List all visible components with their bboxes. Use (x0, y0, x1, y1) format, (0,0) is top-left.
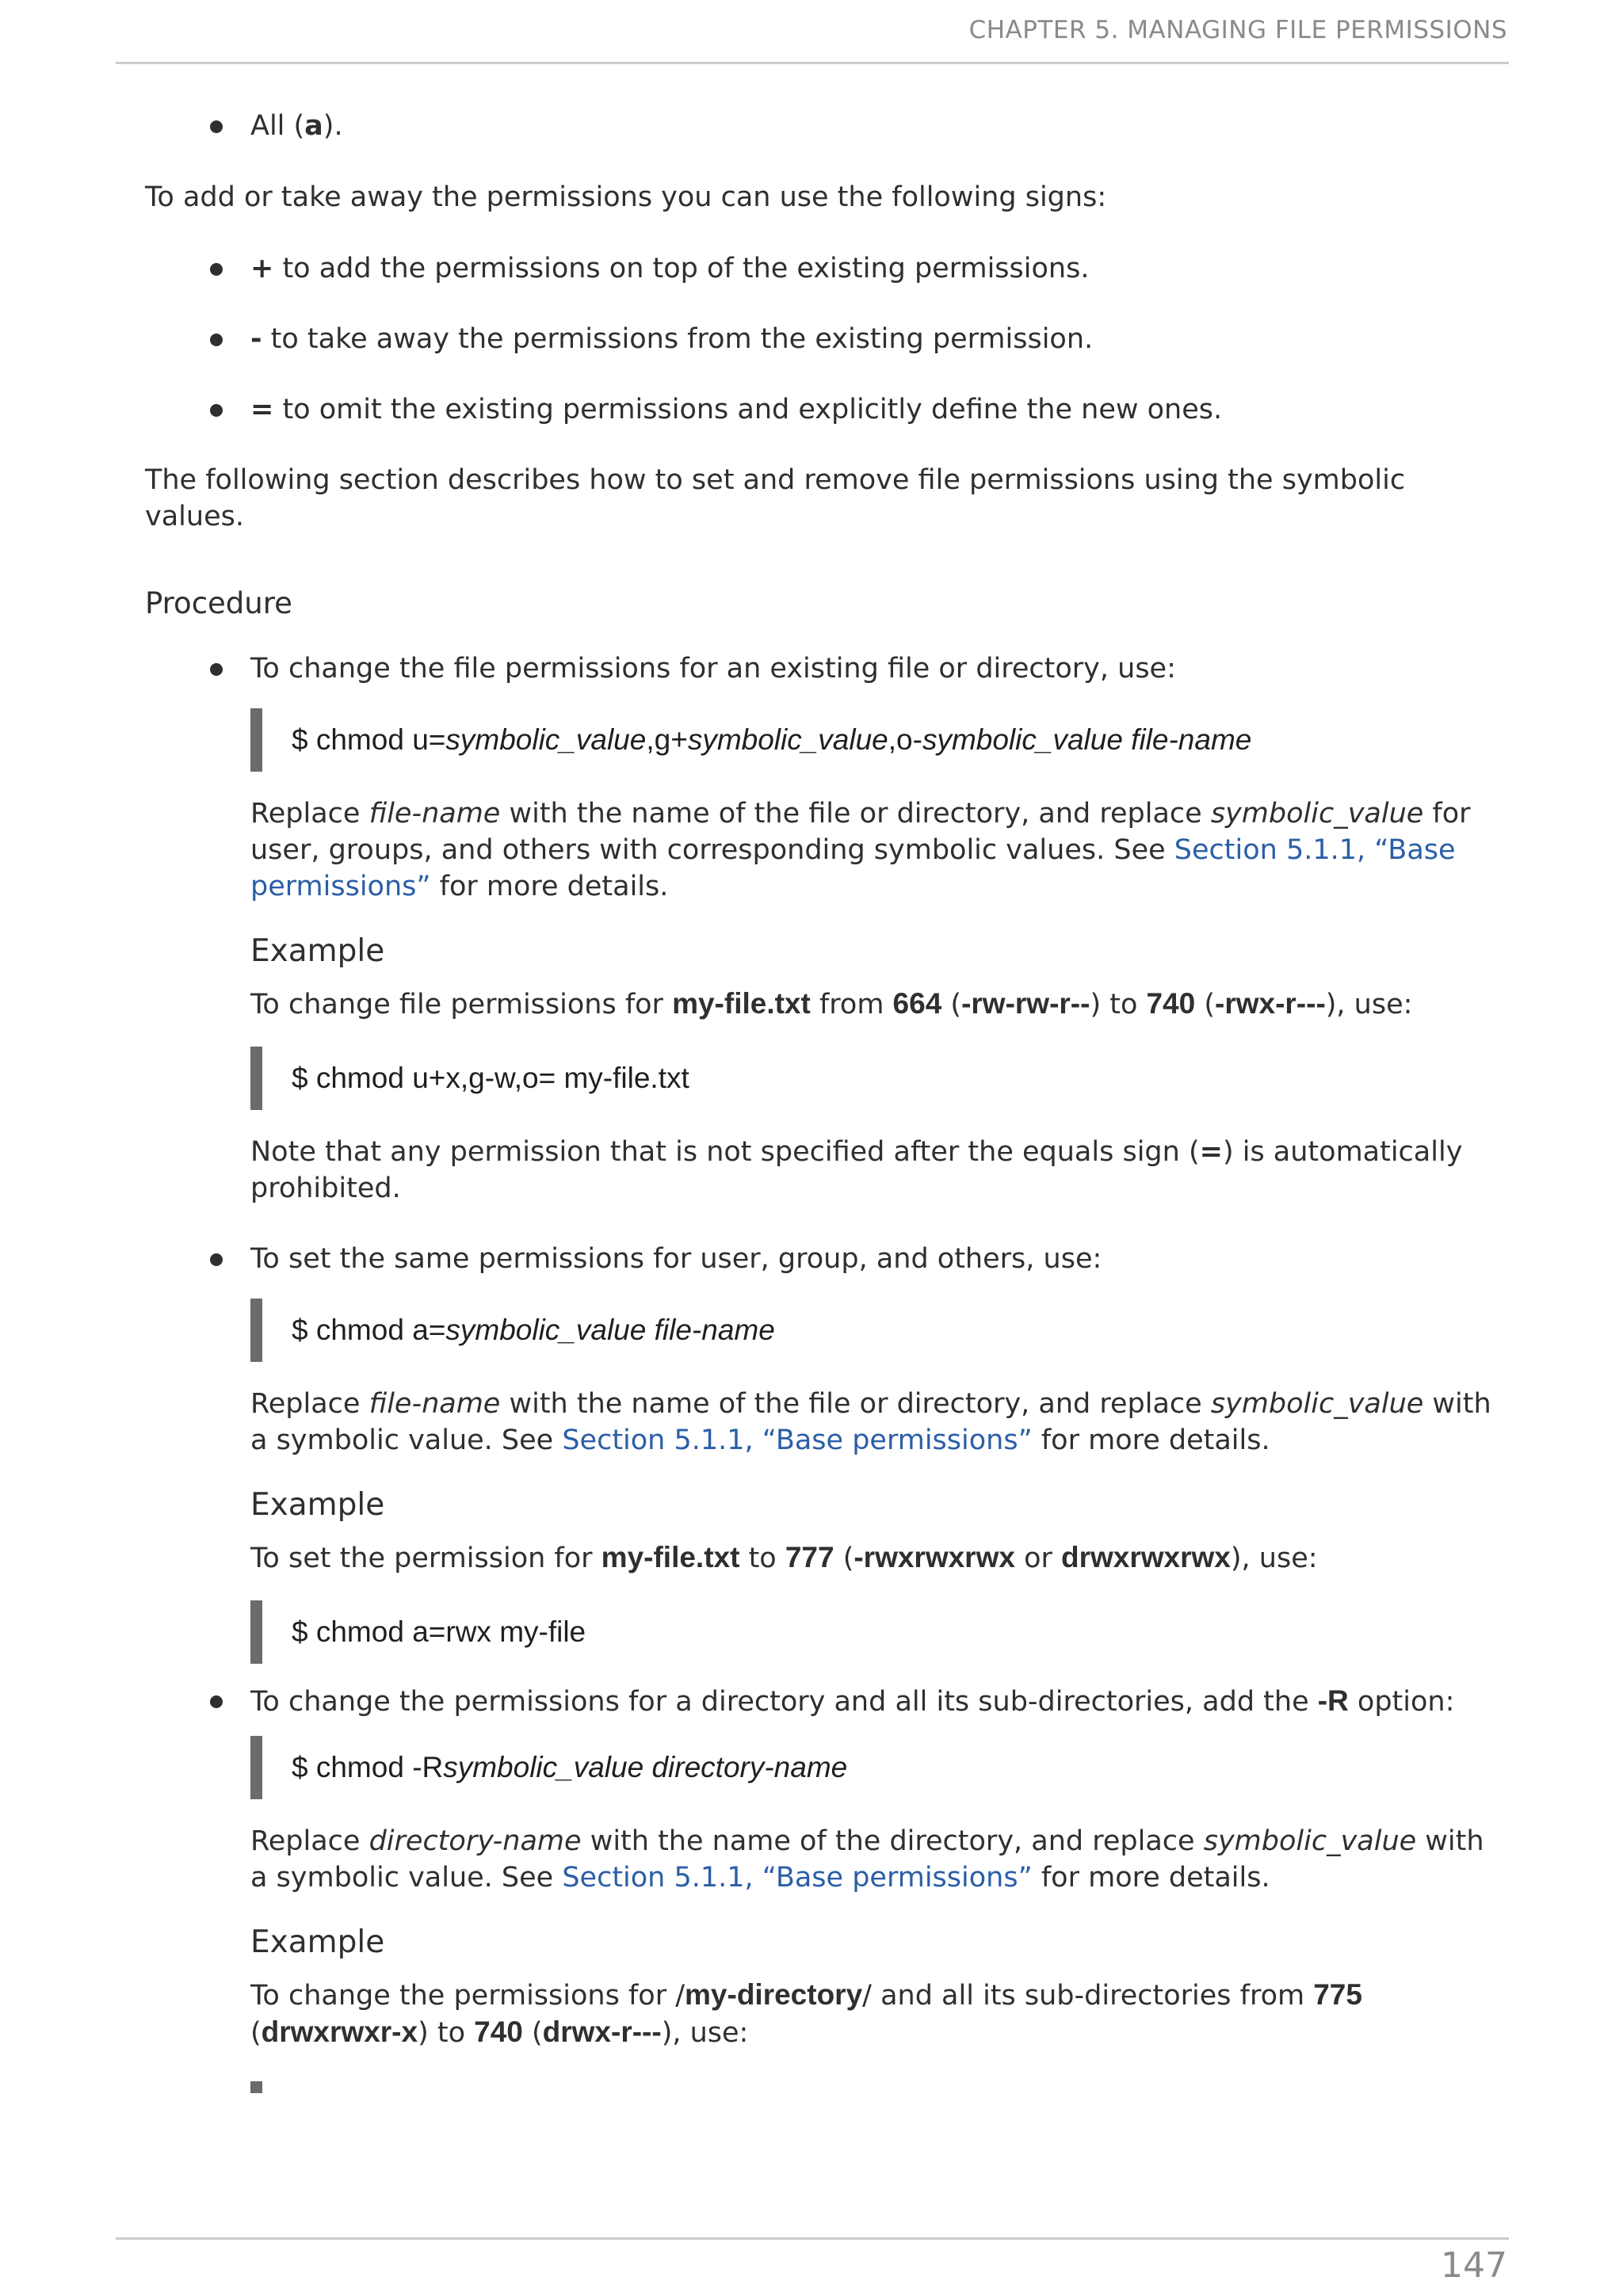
text: with the name of the directory, and replace (581, 1825, 1204, 1857)
text: ) to (1090, 989, 1147, 1020)
text: ) to (418, 2017, 475, 2049)
placeholder-term: directory-name (369, 1825, 582, 1857)
section-description: The following section describes how to set and remove file permissions using the symbolic values. (145, 464, 1406, 532)
list-item-text: ). (323, 110, 343, 142)
code-placeholder: symbolic_value (687, 723, 888, 756)
symbolic-value: -rwxrwxrwx (854, 1541, 1015, 1573)
header-divider (116, 62, 1509, 64)
running-header: CHAPTER 5. MANAGING FILE PERMISSIONS (968, 16, 1507, 44)
file-name: my-file.txt (601, 1541, 740, 1573)
base-permissions-link[interactable]: Section 5.1.1, “Base permissions” (250, 834, 1456, 902)
directory-name: my-directory (685, 1978, 863, 2011)
text: / and all its sub-directories from (862, 1980, 1314, 2012)
code-text: $ chmod u= (292, 723, 446, 756)
code-text: ,o- (888, 723, 922, 756)
octal-value: 740 (474, 2016, 523, 2048)
text: or (1014, 1543, 1061, 1574)
list-item-text: to add the permissions on top of the existing permissions. (273, 253, 1090, 284)
procedure-step-1 (145, 650, 1508, 1207)
text: Replace (250, 1388, 369, 1420)
octal-value: 777 (785, 1541, 834, 1573)
list-item-text: to omit the existing permissions and explicitly define the new ones. (273, 394, 1223, 425)
text: to (739, 1543, 785, 1574)
text: ( (1195, 989, 1215, 1020)
example-text (250, 1539, 1508, 1577)
example-text (250, 1977, 1508, 2051)
code-block-continued-marker (250, 2081, 262, 2093)
octal-value: 664 (892, 987, 942, 1020)
sign-equals: = (250, 394, 274, 425)
text: To change the permissions for / (250, 1980, 685, 2012)
list-item-text: All ( (250, 110, 305, 142)
code-placeholder: symbolic_value (445, 723, 647, 756)
signs-list (145, 250, 1508, 428)
text: ), use: (1325, 989, 1413, 1020)
text: ( (941, 989, 962, 1020)
symbolic-value: drwxrwxr-x (261, 2016, 418, 2048)
text: To change file permissions for (250, 989, 673, 1020)
list-item-sign-equals (145, 391, 1508, 428)
text: ), use: (661, 2017, 749, 2049)
octal-value: 775 (1313, 1978, 1362, 2011)
code-placeholder: symbolic_value directory-name (443, 1751, 848, 1783)
sign-plus: + (250, 253, 274, 284)
replace-instructions (250, 1386, 1508, 1459)
text: with a symbolic value. See (250, 1825, 1484, 1894)
text: Note that any permission that is not specified after the equals sign ( (250, 1136, 1200, 1168)
symbolic-value: -rw-rw-r-- (961, 987, 1090, 1020)
list-item-sign-plus (145, 250, 1508, 287)
example-heading: Example (250, 1924, 385, 1960)
symbolic-value: drwx-r--- (542, 2016, 662, 2048)
page-number: 147 (1441, 2245, 1507, 2286)
note-text (250, 1134, 1508, 1207)
text: ), use: (1230, 1543, 1318, 1574)
symbolic-value: drwxrwxrwx (1061, 1541, 1231, 1573)
text: ( (834, 1543, 854, 1574)
code-text: $ chmod a=rwx my-file (292, 1615, 586, 1648)
text: for more details. (1032, 1425, 1270, 1456)
code-text: $ chmod a= (292, 1314, 446, 1346)
base-permissions-link[interactable]: Section 5.1.1, “Base permissions” (562, 1425, 1033, 1456)
code-placeholder: symbolic_value file-name (922, 723, 1252, 756)
text: for more details. (1032, 1862, 1270, 1894)
example-heading: Example (250, 1487, 385, 1523)
code-block (250, 1299, 1508, 1362)
text: for user, groups, and others with corresponding symbolic values. See (250, 798, 1471, 866)
text: To change the permissions for a directory and all its sub-directories, add the (250, 1686, 1318, 1718)
code-block (250, 1736, 1508, 1799)
text: option: (1348, 1686, 1455, 1718)
code-text: ,g+ (646, 723, 688, 756)
placeholder-term: symbolic_value (1210, 798, 1424, 830)
text: ) is automatically prohibited. (250, 1136, 1463, 1204)
text: Replace (250, 798, 369, 830)
text: with a symbolic value. See (250, 1388, 1491, 1456)
code-a: a (304, 110, 323, 142)
symbolic-value: -rwx-r--- (1215, 987, 1326, 1020)
equals-sign: = (1199, 1136, 1223, 1168)
signs-intro: To add or take away the permissions you can use the following signs: (145, 181, 1107, 213)
procedure-heading: Procedure (145, 586, 292, 620)
sign-minus: - (250, 323, 262, 355)
code-block (250, 708, 1508, 772)
placeholder-term: symbolic_value (1210, 1388, 1424, 1420)
page-content (145, 108, 1508, 2093)
placeholder-term: file-name (369, 1388, 501, 1420)
code-block (250, 1600, 1508, 1664)
text: with the name of the file or directory, and replace (500, 798, 1211, 830)
replace-instructions (250, 795, 1508, 905)
text: with the name of the file or directory, and replace (500, 1388, 1211, 1420)
list-item-all (145, 108, 1508, 144)
base-permissions-link[interactable]: Section 5.1.1, “Base permissions” (562, 1862, 1033, 1894)
text: Replace (250, 1825, 369, 1857)
footer-divider (116, 2237, 1509, 2240)
text: ( (250, 2017, 262, 2049)
step-text: To change the file permissions for an existing file or directory, use: (250, 653, 1176, 685)
procedure-steps (145, 650, 1508, 2093)
text: from (810, 989, 893, 1020)
text: To set the permission for (250, 1543, 601, 1574)
example-heading: Example (250, 933, 385, 969)
procedure-step-3 (145, 1683, 1508, 2093)
step-text: To set the same permissions for user, group, and others, use: (250, 1243, 1102, 1275)
placeholder-term: file-name (369, 798, 501, 830)
intro-list (145, 108, 1508, 144)
code-placeholder: symbolic_value file-name (445, 1314, 775, 1346)
octal-value: 740 (1146, 987, 1196, 1020)
example-text (250, 986, 1508, 1023)
code-text: $ chmod u+x,g-w,o= my-file.txt (292, 1062, 689, 1094)
list-item-text: to take away the permissions from the existing permission. (262, 323, 1094, 355)
text: ( (522, 2017, 543, 2049)
placeholder-term: symbolic_value (1203, 1825, 1417, 1857)
list-item-sign-minus (145, 321, 1508, 357)
file-name: my-file.txt (672, 987, 811, 1020)
procedure-step-2 (145, 1241, 1508, 1664)
step-text (250, 1683, 1508, 1720)
replace-instructions (250, 1823, 1508, 1896)
text: for more details. (430, 871, 669, 902)
code-block (250, 1047, 1508, 1110)
option-flag: -R (1317, 1684, 1349, 1717)
code-text: $ chmod -R (292, 1751, 444, 1783)
